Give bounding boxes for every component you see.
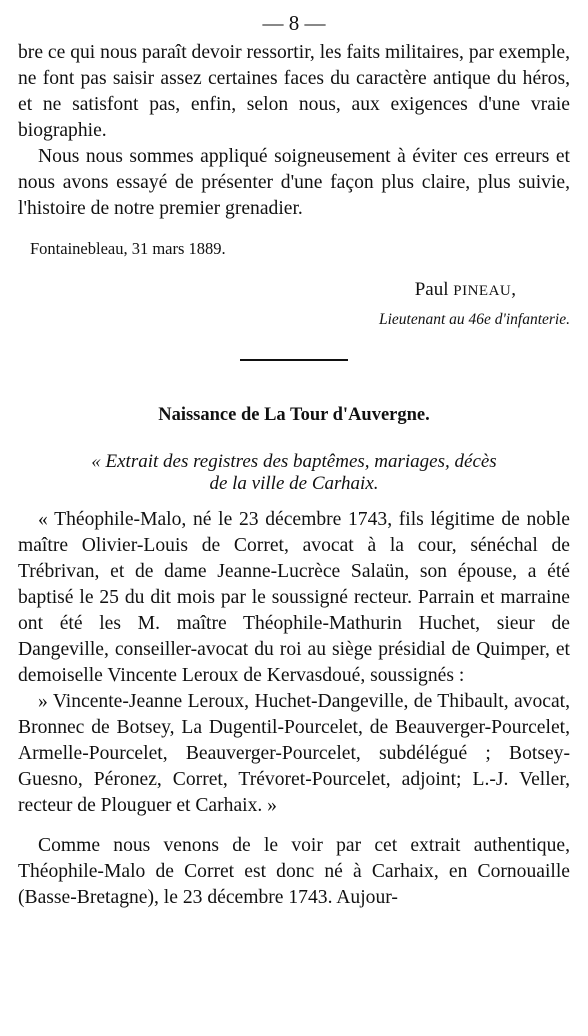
preface-paragraph-continued: bre ce qui nous paraît devoir ressortir, les faits militaires, par exemple, ne font pas saisir assez certaines faces du caractère antique du héros, et ne satisfont pas, enfin, selon nous, aux exigences d'une vraie biographie. — [18, 42, 571, 141]
signature-comma: , — [511, 279, 516, 300]
extract-paragraph: » Vincente-Jeanne Leroux, Huchet-Dangeville, de Thibault, avocat, Bronnec de Botsey, La Dugentil-Pourcelet, de Beauverger-Pourcelet, Armelle-Pourcelet, Beauverger-Pourcelet, subdélégué ; Botsey-Guesno, Péronez, Corret, Trévoret-Pourcelet, adjoint; L.-J. Veller, recteur de Plouguer et Carhaix. » — [18, 691, 570, 816]
extract-title-line-1: « Extrait des registres des baptêmes, mariages, décès — [91, 451, 497, 472]
extract-title-line-2: de la ville de Carhaix. — [209, 473, 379, 494]
section-heading: Naissance de La Tour d'Auvergne. — [158, 405, 430, 425]
preface-paragraph: Nous nous sommes appliqué soigneusement à éviter ces erreurs et nous avons essayé de présenter d'une façon plus claire, plus suivie, l'histoire de notre premier grenadier. — [18, 146, 570, 219]
author-first-name: Paul — [414, 279, 454, 300]
section-divider — [240, 359, 348, 361]
author-last-name: PINEAU — [453, 283, 512, 299]
author-signature — [18, 278, 516, 303]
book-page — [18, 10, 570, 911]
extract-paragraph: « Théophile-Malo, né le 23 décembre 1743, fils légitime de noble maître Olivier-Louis de Corret, avocat à la cour, sénéchal de Trébrivan, et de dame Jeanne-Lucrèce Salaün, son épouse, a été baptisé le 25 du dit mois par le soussigné recteur. Parrain et marraine ont été les M. maître Théophile-Mathurin Huchet, sieur de Dangeville, conseiller-avocat du roi au siège présidial de Quimper, et demoiselle Vincente Leroux de Kervasdoué, soussignés : — [18, 509, 570, 686]
extract-body — [18, 507, 570, 819]
page-number: — 8 — — [262, 11, 326, 35]
closing-paragraph: Comme nous venons de le voir par cet extrait authentique, Théophile-Malo de Corret est donc né à Carhaix, en Cornouaille (Basse-Bretagne), le 23 décembre 1743. Aujour- — [18, 835, 570, 908]
extract-title — [18, 451, 570, 495]
dateline: Fontainebleau, 31 mars 1889. — [30, 239, 226, 258]
author-affiliation: Lieutenant au 46e d'infanterie. — [378, 311, 570, 328]
